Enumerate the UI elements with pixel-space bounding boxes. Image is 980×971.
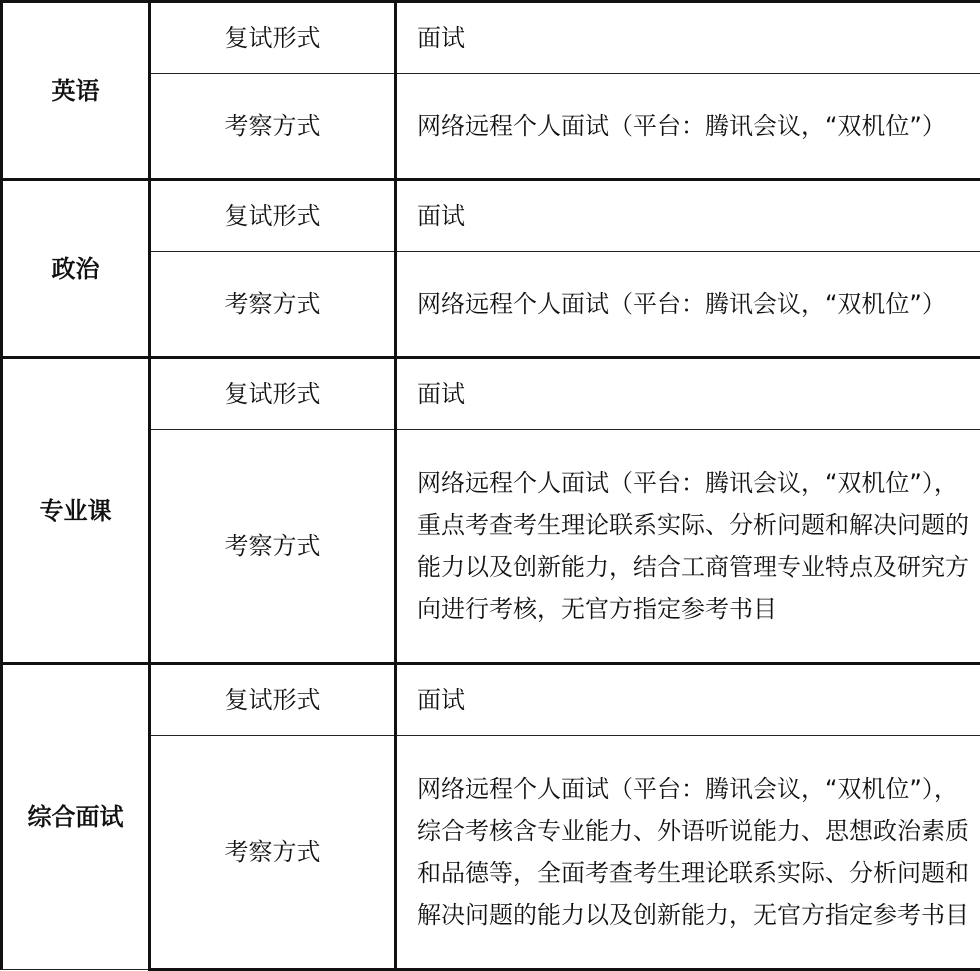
content-cell: 网络远程个人面试（平台：腾讯会议，“双机位”），综合考核含专业能力、外语听说能力、思想政治素质和品德等，全面考查考生理论联系实际、分析问题和解决问题的能力以及创新能力，无官方指定参考书目	[396, 736, 980, 970]
content-cell: 面试	[396, 2, 980, 74]
content-cell: 面试	[396, 664, 980, 736]
table-row	[2, 180, 980, 252]
content-cell: 网络远程个人面试（平台：腾讯会议，“双机位”）	[396, 74, 980, 180]
content-cell: 面试	[396, 358, 980, 430]
label-cell: 考察方式	[150, 74, 396, 180]
subject-cell-major-course: 专业课	[2, 358, 150, 664]
table-row	[2, 2, 980, 74]
content-cell: 网络远程个人面试（平台：腾讯会议，“双机位”）	[396, 252, 980, 358]
label-cell: 复试形式	[150, 2, 396, 74]
label-cell: 复试形式	[150, 180, 396, 252]
label-cell: 复试形式	[150, 664, 396, 736]
subject-cell-comprehensive-interview: 综合面试	[2, 664, 150, 970]
content-cell: 网络远程个人面试（平台：腾讯会议，“双机位”），重点考查考生理论联系实际、分析问题和解决问题的能力以及创新能力，结合工商管理专业特点及研究方向进行考核，无官方指定参考书目	[396, 430, 980, 664]
content-cell: 面试	[396, 180, 980, 252]
label-cell: 考察方式	[150, 736, 396, 970]
table-row	[2, 358, 980, 430]
table-row	[2, 664, 980, 736]
label-cell: 考察方式	[150, 252, 396, 358]
subject-cell-english: 英语	[2, 2, 150, 180]
label-cell: 复试形式	[150, 358, 396, 430]
subject-cell-politics: 政治	[2, 180, 150, 358]
label-cell: 考察方式	[150, 430, 396, 664]
